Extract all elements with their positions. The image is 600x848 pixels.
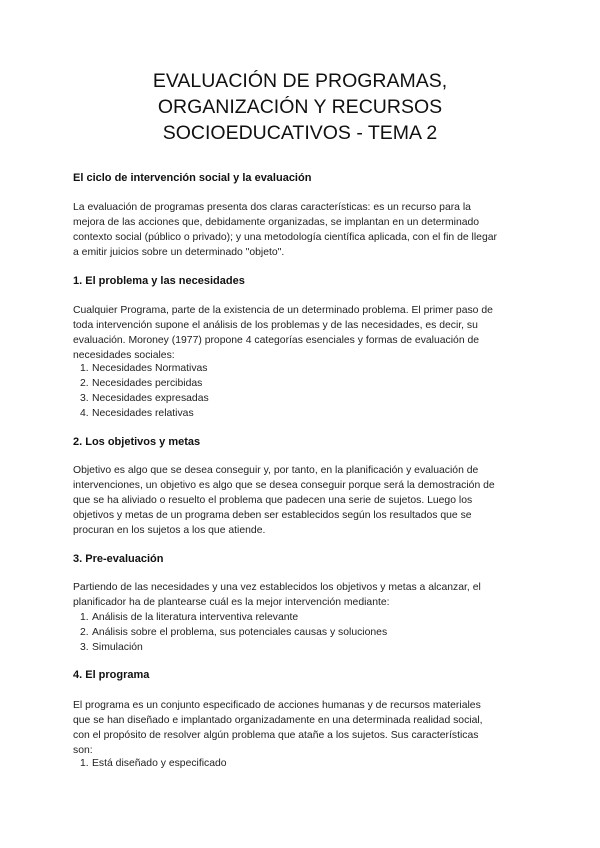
paragraph-line: mejora de las acciones que, debidamente organizadas, se implantan en un determinado [73, 217, 480, 228]
title-line-3: SOCIOEDUCATIVOS - TEMA 2 [162, 122, 438, 144]
paragraph-line: planificador ha de plantearse cuál es la mejor intervención mediante: [73, 597, 390, 608]
paragraph-line: Partiendo de las necesidades y una vez establecidos los objetivos y metas a alcanzar, el [73, 582, 481, 593]
title-line-1: EVALUACIÓN DE PROGRAMAS, [152, 70, 448, 92]
paragraph-line: necesidades sociales: [73, 350, 175, 361]
section-paragraph-preevaluacion [73, 580, 533, 610]
paragraph-line: procuran en los sujetos a los que atiende. [73, 525, 266, 536]
paragraph-line: a emitir juicios sobre un determinado "objeto". [73, 247, 285, 258]
paragraph-line: objetivos y metas de un programa deben ser establecidos según los resultados que se [73, 510, 472, 521]
paragraph-line: con el propósito de resolver algún problema que atañe a los sujetos. Sus características [73, 730, 479, 741]
document-page: EVALUACIÓN DE PROGRAMAS, ORGANIZACIÓN Y RECURSOS SOCIOEDUCATIVOS - TEMA 2 El ciclo de intervención social y la evaluación La evaluación de programas presenta dos claras características: es un recurso para la mejora de las acciones que, debidamente organizadas, se implantan en un determinado contexto social (público o privado); y una metodología científica aplicada, con el fin de llegar a emitir juicios sobre un determinado "objeto". 1. El problema y las necesidades Cualquier Programa, parte de la existencia de un determinado problema. El primer paso de toda intervención supone el análisis de los problemas y de las necesidades, es decir, su evaluación. Moroney (1977) propone 4 categorías esenciales y formas de evaluación de necesidades sociales: 1. Necesidades Normativas 2. Necesidades percibidas 3. Necesidades expresadas 4. Necesidades relativas 2. Los objetivos y metas Objetivo es algo que se desea conseguir y, por tanto, en la planificación y evaluación de intervenciones, un objetivo es algo que se desea conseguir porque será la demostración de que se ha aliviado o resuelto el problema que padecen una serie de sujetos. Luego los objetivos y metas de un programa deben ser establecidos según los resultados que se procuran en los sujetos a los que atiende. 3. Pre-evaluación Partiendo de las necesidades y una vez establecidos los objetivos y metas a alcanzar, el planificador ha de plantearse cuál es la mejor intervención mediante: 1. Análisis de la literatura interventiva relevante 2. Análisis sobre el problema, sus potenciales causas y soluciones 3. Simulación 4. El programa El programa es un conjunto especificado de acciones humanas y de recursos materiales que se han diseñado e implantado organizadamente en una determinada realidad social, con el propósito de resolver algún problema que atañe a los sujetos. Sus características son: 1. Está diseñado y especificado [0, 0, 600, 848]
section-paragraph-objetivos [73, 463, 533, 538]
section-heading-problema: 1. El problema y las necesidades [73, 275, 245, 287]
section-heading-objetivos: 2. Los objetivos y metas [73, 436, 201, 448]
section-paragraph-problema [73, 303, 533, 363]
paragraph-line: contexto social (público o privado); y una metodología científica aplicada, con el fin de llegar [73, 232, 497, 243]
section-paragraph-ciclo [73, 200, 533, 260]
paragraph-line: intervenciones, un objetivo es algo que se desea conseguir porque será la demostración de [73, 480, 495, 491]
title-line-2: ORGANIZACIÓN Y RECURSOS [157, 96, 443, 118]
paragraph-line: evaluación. Moroney (1977) propone 4 categorías esenciales y formas de evaluación de [73, 335, 480, 346]
section-heading-ciclo: El ciclo de intervención social y la evaluación [73, 172, 312, 184]
section-heading-preevaluacion: 3. Pre-evaluación [73, 553, 164, 565]
paragraph-line: que se han diseñado e implantado organizadamente en una determinada realidad social, [73, 715, 483, 726]
paragraph-line: que se ha aliviado o resuelto el problema que padecen una serie de sujetos. Luego los [73, 495, 473, 506]
paragraph-line: La evaluación de programas presenta dos claras características: es un recurso para la [73, 202, 471, 213]
paragraph-line: El programa es un conjunto especificado de acciones humanas y de recursos materiales [73, 700, 481, 711]
paragraph-line: son: [73, 745, 93, 756]
paragraph-line: Objetivo es algo que se desea conseguir y, por tanto, en la planificación y evaluación de [73, 465, 479, 476]
section-paragraph-programa [73, 698, 533, 758]
section-heading-programa: 4. El programa [73, 669, 150, 681]
page-title [0, 68, 600, 146]
paragraph-line: Cualquier Programa, parte de la existencia de un determinado problema. El primer paso de [73, 305, 493, 316]
paragraph-line: toda intervención supone el análisis de los problemas y de las necesidades, es decir, su [73, 320, 478, 331]
